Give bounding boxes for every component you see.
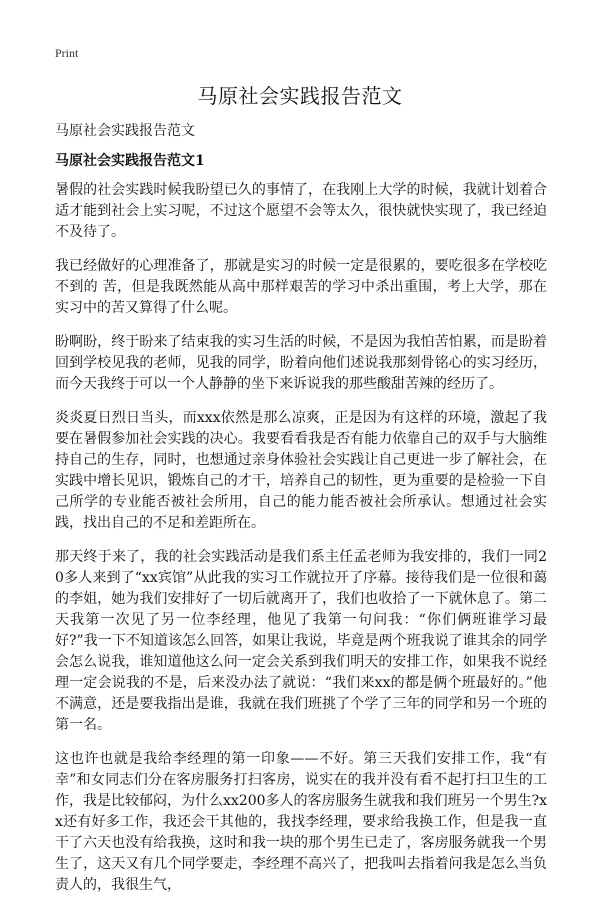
- paragraph: 我已经做好的心理准备了，那就是实习的时候一定是很累的，要吃很多在学校吃不到的 苦，但是我既然能从高中那样艰苦的学习中杀出重围，考上大学，那在实习中的苦又算得了什么呢。: [55, 258, 547, 316]
- paragraph: 盼啊盼，终于盼来了结束我的实习生活的时候，不是因为我怕苦怕累，而是盼着回到学校见我的老师，见我的同学，盼着向他们述说我那刻骨铭心的实习经历，而今天我终于可以一个人静静的坐下来诉说我的那些酸甜苦辣的经历了。: [55, 334, 547, 392]
- section-heading: 马原社会实践报告范文1: [55, 153, 205, 169]
- paragraph: 炎炎夏日烈日当头，而xxx依然是那么凉爽，正是因为有这样的环境，激起了我要在暑假参加社会实践的决心。我要看看我是否有能力依靠自己的双手与大脑维持自己的生存，同时，也想通过亲身体验社会实践让自己更进一步了解社会，在实践中增长见识，锻炼自己的才干，培养自己的韧性，更为重要的是检验一下自己所学的专业能否被社会所用，自己的能力能否被社会所承认。想通过社会实践，找出自己的不足和差距所在。: [55, 410, 547, 531]
- paragraph: 那天终于来了，我的社会实践活动是我们系主任孟老师为我安排的，我们一同20多人来到了“xx宾馆”从此我的实习工作就拉开了序幕。接待我们是一位很和蔼的李姐，她为我们安排好了一切后就离开了，我们也收拾了一下就休息了。第二天我第一次见了另一位李经理，他见了我第一句问我：“你们俩班谁学习最好?”我一下不知道该怎么回答，如果让我说，毕竟是两个班我说了谁其余的同学会怎么说我，谁知道他这么问一定会关系到我们明天的安排工作，如果我不说经理一定会说我的不是，后来没办法了就说：“我们来xx的都是俩个班最好的。”他不满意，还是要我指出是谁，我就在我们班挑了个学了三年的同学和另一个班的第一名。: [55, 549, 547, 733]
- print-label: Print: [55, 46, 79, 60]
- paragraph: 这也许也就是我给李经理的第一印象——不好。第三天我们安排工作，我“有幸”和女同志们分在客房服务打扫客房，说实在的我并没有看不起打扫卫生的工作，我是比较郁闷，为什么xx200多人的客房服务生就我和我们班另一个男生?xx还有好多工作，我还会干其他的，我找李经理，要求给我换工作，但是我一直干了六天也没有给我换，这时和我一块的那个男生已走了，客房服务就我一个男生了，这天又有几个同学要走，李经理不高兴了，把我叫去指着问我是怎么当负责人的，我很生气，: [55, 751, 547, 893]
- document-title: 马原社会实践报告范文: [197, 84, 403, 108]
- document-body: [55, 180, 547, 909]
- paragraph: 暑假的社会实践时候我盼望已久的事情了，在我刚上大学的时候，我就计划着合适才能到社会上实习呢，不过这个愿望不会等太久，很快就快实现了，我已经迫不及待了。: [55, 182, 547, 240]
- document-subtitle: 马原社会实践报告范文: [55, 123, 195, 139]
